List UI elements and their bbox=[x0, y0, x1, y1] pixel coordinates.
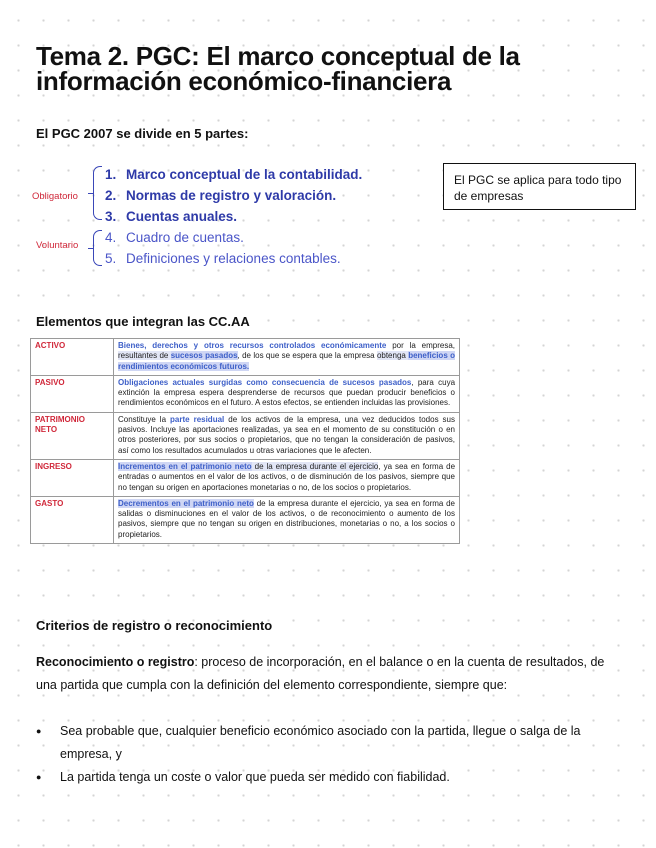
highlighted-text: obtenga bbox=[376, 351, 409, 361]
term-cell: INGRESO bbox=[31, 459, 114, 496]
criterios-list bbox=[36, 720, 626, 789]
pgc-part-5 bbox=[105, 248, 341, 269]
definition-text: , ya sea en forma de entradas o aumentos en el valor de los activos, o de disminución de los pasivos, siempre que no tengan su origen en aportaciones monetarias o no, de los socios o propietarios. bbox=[118, 461, 456, 492]
table-row bbox=[31, 375, 460, 412]
term-cell: GASTO bbox=[31, 496, 114, 543]
pgc-part-4-text: Cuadro de cuentas. bbox=[126, 230, 244, 245]
pgc-part-5-text: Definiciones y relaciones contables. bbox=[126, 251, 341, 266]
obligatorio-label: Obligatorio bbox=[32, 191, 78, 202]
definition-cell bbox=[114, 339, 460, 376]
reconocimiento-text: : proceso de incorporación, en el balance o en la cuenta de resultados, de una partida que cumpla con la definición del elemento correspondiente, siempre que: bbox=[36, 655, 605, 692]
list-item: ● La partida tenga un coste o valor que pueda ser medido con fiabilidad. bbox=[36, 766, 626, 789]
definition-cell bbox=[114, 412, 460, 459]
list-item: ● Sea probable que, cualquier beneficio económico asociado con la partida, llegue o salga de la empresa, y bbox=[36, 720, 626, 766]
reconocimiento-definition bbox=[36, 651, 626, 697]
voluntario-brace bbox=[93, 230, 102, 266]
pgc-part-1 bbox=[105, 164, 362, 185]
definition-cell bbox=[114, 459, 460, 496]
criterios-heading: Criterios de registro o reconocimiento bbox=[36, 618, 273, 633]
term-cell: PASIVO bbox=[31, 375, 114, 412]
pgc-part-3-number: 3. bbox=[105, 209, 117, 224]
reconocimiento-term: Reconocimiento o registro bbox=[36, 655, 195, 669]
pgc-part-2-number: 2. bbox=[105, 188, 117, 203]
highlighted-text: de la empresa durante el ejercicio bbox=[251, 461, 379, 471]
page-title bbox=[36, 41, 636, 96]
pgc-part-1-number: 1. bbox=[105, 167, 117, 182]
definition-text: Constituye la bbox=[118, 414, 171, 424]
pgc-parts-heading: El PGC 2007 se divide en 5 partes: bbox=[36, 126, 249, 141]
obligatorio-parts-list bbox=[105, 164, 362, 227]
definition-cell bbox=[114, 496, 460, 543]
title-line-2: información económico-financiera bbox=[36, 66, 452, 96]
definition-text: de los activos de la empresa, una vez deducidos todos sus pasivos. Incluye las aportaciones realizadas, ya sea en el momento de su constitución o en otros posteriores, por sus socios o propietarios, que no tengan la consideración de pasivos, así como los resultados acumulados u otras variaciones que le afecten. bbox=[118, 414, 456, 455]
highlighted-text: beneficios o rendimientos económicos futuros. bbox=[118, 351, 455, 371]
elementos-heading: Elementos que integran las CC.AA bbox=[36, 314, 250, 329]
highlighted-text: Obligaciones actuales surgidas como consecuencia de sucesos pasados bbox=[118, 377, 412, 387]
table-row bbox=[31, 339, 460, 376]
highlighted-text: Bienes, derechos y otros recursos controlados económicamente bbox=[118, 341, 387, 350]
pgc-part-5-number: 5. bbox=[105, 251, 117, 266]
title-line-1: Tema 2. PGC: El marco conceptual de la bbox=[36, 41, 520, 71]
definition-text: , para cuya extinción la empresa espera desprenderse de recursos que puedan producir beneficios o rendimientos económicos en el futuro. A estos efectos, se entienden incluidas las provisiones. bbox=[118, 377, 456, 408]
highlighted-text: sucesos pasados bbox=[170, 351, 238, 361]
pgc-part-4-number: 4. bbox=[105, 230, 117, 245]
table-row bbox=[31, 496, 460, 543]
voluntario-label: Voluntario bbox=[36, 240, 79, 251]
definition-text: , de los que se espera que la empresa bbox=[237, 351, 377, 361]
voluntario-parts-list bbox=[105, 227, 341, 269]
elementos-table bbox=[30, 338, 460, 544]
pgc-part-2 bbox=[105, 185, 362, 206]
pgc-scope-note: El PGC se aplica para todo tipo de empresas bbox=[443, 163, 636, 210]
pgc-part-1-text: Marco conceptual de la contabilidad. bbox=[126, 167, 363, 182]
highlighted-text: Incrementos en el patrimonio neto bbox=[118, 461, 252, 471]
obligatorio-brace bbox=[93, 166, 102, 220]
pgc-part-3-text: Cuentas anuales. bbox=[126, 209, 238, 224]
highlighted-text: parte residual bbox=[170, 414, 225, 424]
table-row bbox=[31, 459, 460, 496]
definition-cell bbox=[114, 375, 460, 412]
pgc-part-2-text: Normas de registro y valoración. bbox=[126, 188, 337, 203]
pgc-part-4 bbox=[105, 227, 341, 248]
definition-text: de la empresa durante el ejercicio, ya sea en forma de salidas o disminuciones en el valor de los activos, o de reconocimiento o aumento de los pasivos, siempre que no tengan su origen en distribuciones, monetarias o no, a los socios o propietarios. bbox=[118, 498, 455, 539]
term-cell: ACTIVO bbox=[31, 339, 114, 376]
pgc-part-3 bbox=[105, 206, 362, 227]
highlighted-text: Decrementos en el patrimonio neto bbox=[118, 498, 254, 508]
table-row bbox=[31, 412, 460, 459]
term-cell: PATRIMONIO NETO bbox=[31, 412, 114, 459]
highlighted-text: resultantes de bbox=[118, 351, 171, 361]
definition-text: por la empresa, bbox=[386, 341, 455, 350]
